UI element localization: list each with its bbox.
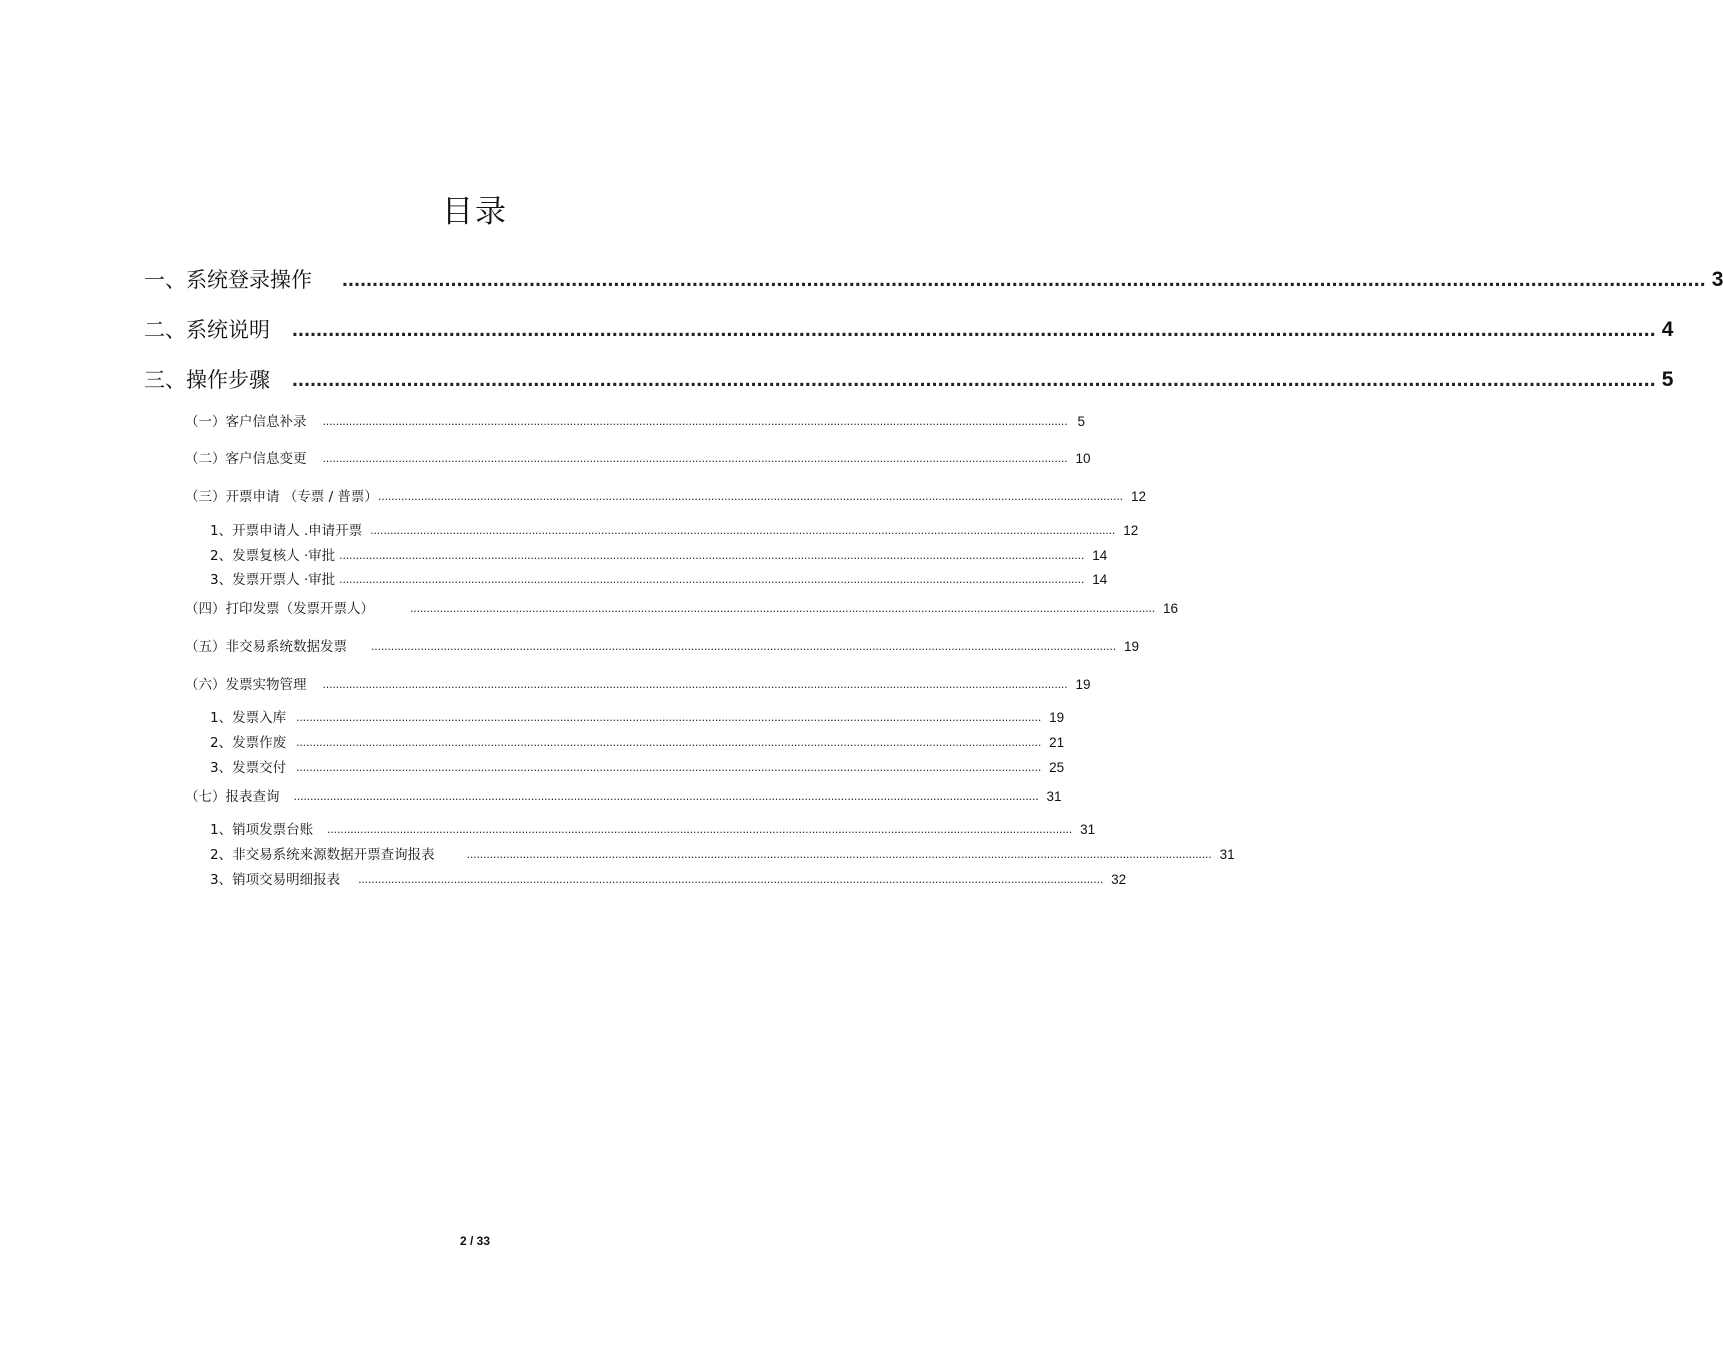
toc-entry-label: （一）客户信息补录 xyxy=(185,414,307,430)
dot-leader: .................................................................................................................................................................................................................................. xyxy=(371,640,1117,653)
toc-entry-label: （五）非交易系统数据发票 xyxy=(185,639,347,655)
dot-leader: .................................................................................................................................................................................................................................. xyxy=(370,524,1116,537)
dot-leader: .................................................................................................................................................................................................................................. xyxy=(327,823,1073,836)
dot-leader: .................................................................................................................................................................................................................................. xyxy=(322,678,1068,691)
dot-leader: .................................................................................................................................................................................................................................. xyxy=(322,452,1068,465)
toc-entry-label: （七）报表查询 xyxy=(185,789,280,805)
page-indicator: 2 / 33 xyxy=(459,1234,491,1248)
toc-entry-label: 3、销项交易明细报表 xyxy=(210,872,341,888)
toc-page-number: 19 xyxy=(1124,639,1140,654)
toc-page-number: 31 xyxy=(1219,847,1235,862)
toc-page-number: 3 xyxy=(1711,268,1723,291)
toc-entry-label: 1、发票入库 xyxy=(210,710,287,726)
toc-entry-physical-invoice-management[interactable] xyxy=(185,675,1091,695)
toc-entry-label: 3、发票开票人 ·审批 xyxy=(210,572,336,588)
dot-leader: .................................................................................................................................................................................................................................. xyxy=(339,573,1085,586)
toc-entry-output-invoice-ledger[interactable] xyxy=(210,820,1096,840)
toc-entry-reviewer[interactable] xyxy=(210,546,1108,566)
toc-page-number: 32 xyxy=(1111,872,1127,887)
toc-entry-label: 2、非交易系统来源数据开票查询报表 xyxy=(210,847,435,863)
toc-entry-label: 2、发票复核人 ·审批 xyxy=(210,548,336,564)
toc-entry-label: 三、操作步骤 xyxy=(144,368,270,392)
toc-entry-label: 1、销项发票台账 xyxy=(210,822,314,838)
toc-entry-invoice-storage[interactable] xyxy=(210,708,1065,728)
toc-page-number: 25 xyxy=(1049,760,1065,775)
toc-entry-label: （四）打印发票（发票开票人） xyxy=(185,601,374,617)
toc-title: 目录 xyxy=(442,194,508,230)
toc-entry-print-invoice[interactable] xyxy=(185,599,1179,619)
toc-page-number: 16 xyxy=(1163,601,1179,616)
dot-leader: .................................................................................................................................................................................................................................. xyxy=(296,711,1042,724)
dot-leader: .................................................................................................................................................................................................................................. xyxy=(342,268,1706,291)
toc-entry-label: 一、系统登录操作 xyxy=(144,268,312,292)
dot-leader: .................................................................................................................................................................................................................................. xyxy=(292,368,1656,391)
toc-page-number: 4 xyxy=(1661,318,1674,341)
toc-page-number: 14 xyxy=(1092,548,1108,563)
toc-entry-invoice-void[interactable] xyxy=(210,733,1065,753)
toc-entry-report-query[interactable] xyxy=(185,787,1062,807)
toc-entry-output-transaction-report[interactable] xyxy=(210,870,1127,890)
dot-leader: .................................................................................................................................................................................................................................. xyxy=(410,602,1156,615)
dot-leader: .................................................................................................................................................................................................................................. xyxy=(296,761,1042,774)
toc-entry-non-trading-report[interactable] xyxy=(210,845,1235,865)
toc-page-number: 12 xyxy=(1123,523,1139,538)
toc-entry-label: （三）开票申请 （专票 / 普票） xyxy=(185,489,378,505)
toc-entry-customer-info-change[interactable] xyxy=(185,449,1091,469)
toc-page-number: 21 xyxy=(1049,735,1065,750)
toc-entry-system-description[interactable] xyxy=(144,315,1674,345)
dot-leader: .................................................................................................................................................................................................................................. xyxy=(292,318,1656,341)
dot-leader: .................................................................................................................................................................................................................................. xyxy=(293,790,1039,803)
toc-entry-login[interactable] xyxy=(144,265,1723,295)
toc-page-number: 12 xyxy=(1130,489,1146,504)
toc-page-number: 31 xyxy=(1080,822,1096,837)
toc-entry-invoice-delivery[interactable] xyxy=(210,758,1065,778)
toc-entry-issuer[interactable] xyxy=(210,570,1108,590)
toc-entry-invoice-application[interactable] xyxy=(185,487,1146,507)
dot-leader: .................................................................................................................................................................................................................................. xyxy=(466,848,1212,861)
toc-entry-label: 1、开票申请人 .申请开票 xyxy=(210,523,363,539)
toc-entry-applicant[interactable] xyxy=(210,521,1139,541)
dot-leader: .................................................................................................................................................................................................................................. xyxy=(296,736,1042,749)
toc-entry-label: 二、系统说明 xyxy=(144,318,270,342)
toc-entry-customer-info-supplement[interactable] xyxy=(185,412,1086,432)
toc-entry-label: 3、发票交付 xyxy=(210,760,287,776)
toc-entry-label: 2、发票作废 xyxy=(210,735,287,751)
dot-leader: .................................................................................................................................................................................................................................. xyxy=(377,490,1123,503)
toc-page-number: 31 xyxy=(1046,789,1062,804)
toc-page-number: 5 xyxy=(1077,414,1086,429)
toc-entry-label: （六）发票实物管理 xyxy=(185,677,307,693)
toc-entry-operation-steps[interactable] xyxy=(144,365,1674,395)
toc-page-number: 10 xyxy=(1075,451,1091,466)
dot-leader: .................................................................................................................................................................................................................................. xyxy=(339,549,1085,562)
toc-page-number: 19 xyxy=(1049,710,1065,725)
toc-page-number: 5 xyxy=(1661,368,1674,391)
dot-leader: .................................................................................................................................................................................................................................. xyxy=(358,873,1104,886)
toc-page-number: 19 xyxy=(1075,677,1091,692)
toc-entry-label: （二）客户信息变更 xyxy=(185,451,307,467)
toc-entry-non-trading-invoice[interactable] xyxy=(185,637,1140,657)
toc-page-number: 14 xyxy=(1092,572,1108,587)
dot-leader: .................................................................................................................................................................................................................................. xyxy=(322,415,1068,428)
